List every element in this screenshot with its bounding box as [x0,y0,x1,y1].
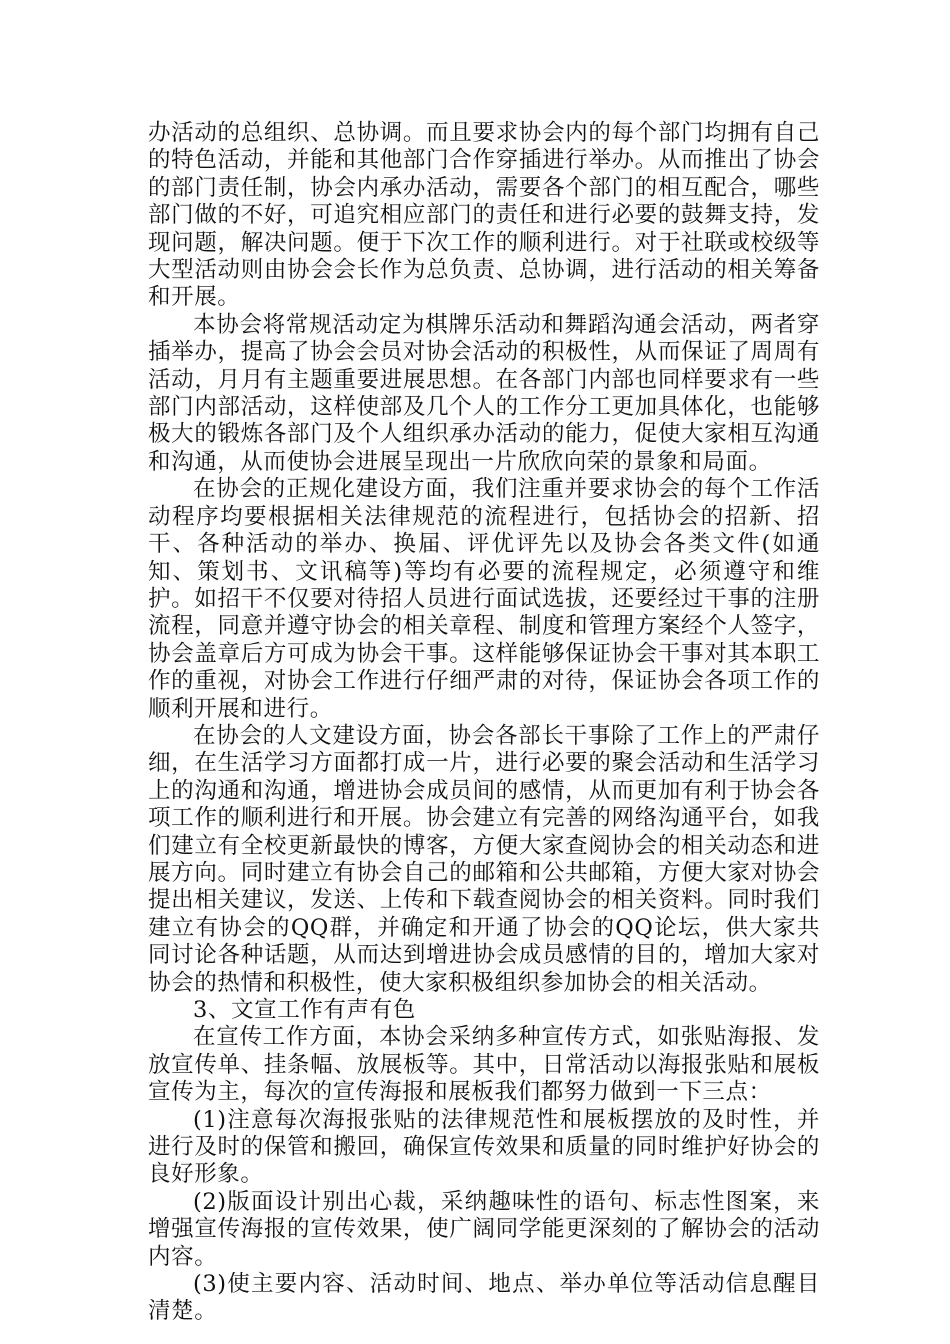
section-heading: 3、文宣工作有声有色 [193,997,416,1023]
list-item-3: (3)使主要内容、活动时间、地点、举办单位等活动信息醒目清楚。 [148,1271,820,1325]
paragraph-4: 在协会的人文建设方面，协会各部长干事除了工作上的严肃仔细，在生活学习方面都打成一片，进行必要的聚会活动和生活学习上的沟通和沟通，增进协会成员间的感情，从而更加有利于协会各项工作的顺利进行和开展。协会建立有完善的网络沟通平台，如我们建立有全校更新最快的博客，方便大家查阅协会的相关动态和进展方向。同时建立有协会自己的邮箱和公共邮箱，方便大家对协会提出相关建议，发送、上传和下载查阅协会的相关资料。同时我们建立有协会的QQ群，并确定和开通了协会的QQ论坛，供大家共同讨论各种话题，从而达到增进协会成员感情的目的，增加大家对协会的热情和积极性，使大家积极组织参加协会的相关活动。 [148,722,820,996]
list-item-1: (1)注意每次海报张贴的法律规范性和展板摆放的及时性，并进行及时的保管和搬回，确保宣传效果和质量的同时维护好协会的良好形象。 [148,1106,820,1188]
paragraph-5: 在宣传工作方面，本协会采纳多种宣传方式，如张贴海报、发放宣传单、挂条幅、放展板等。其中，日常活动以海报张贴和展板宣传为主，每次的宣传海报和展板我们都努力做到一下三点： [148,1024,820,1106]
paragraph-3: 在协会的正规化建设方面，我们注重并要求协会的每个工作活动程序均要根据相关法律规范的流程进行，包括协会的招新、招干、各种活动的举办、换届、评优评先以及协会各类文件(如通知、策划书、文讯稿等)等均有必要的流程规定，必须遵守和维护。如招干不仅要对待招人员进行面试选拔，还要经过干事的注册流程，同意并遵守协会的相关章程、制度和管理方案经个人签字，协会盖章后方可成为协会干事。这样能够保证协会干事对其本职工作的重视，对协会工作进行仔细严肃的对待，保证协会各项工作的顺利开展和进行。 [148,476,820,722]
list-item-2: (2)版面设计别出心裁，采纳趣味性的语句、标志性图案，来增强宣传海报的宣传效果，使广阔同学能更深刻的了解协会的活动内容。 [148,1188,820,1270]
paragraph-2: 本协会将常规活动定为棋牌乐活动和舞蹈沟通会活动，两者穿插举办，提高了协会会员对协会活动的积极性，从而保证了周周有活动，月月有主题重要进展思想。在各部门内部也同样要求有一些部门内部活动，这样使部及几个人的工作分工更加具体化，也能够极大的锻炼各部门及个人组织承办活动的能力，促使大家相互沟通和沟通，从而使协会进展呈现出一片欣欣向荣的景象和局面。 [148,311,820,475]
document-body [148,120,820,1326]
paragraph-1: 办活动的总组织、总协调。而且要求协会内的每个部门均拥有自己的特色活动，并能和其他部门合作穿插进行举办。从而推出了协会的部门责任制，协会内承办活动，需要各个部门的相互配合，哪些部门做的不好，可追究相应部门的责任和进行必要的鼓舞支持，发现问题，解决问题。便于下次工作的顺利进行。对于社联或校级等大型活动则由协会会长作为总负责、总协调，进行活动的相关筹备和开展。 [148,120,820,311]
